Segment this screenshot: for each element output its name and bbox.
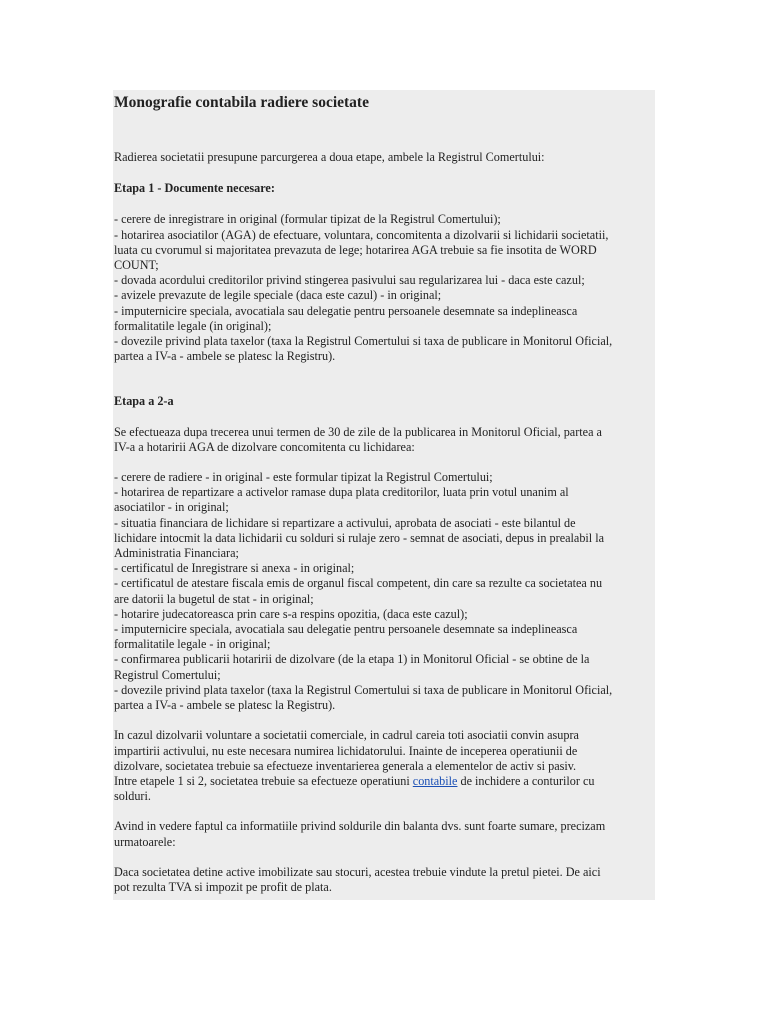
paragraph-line: Daca societatea detine active imobilizate sau stocuri, acestea trebuie vindute la pretul pietei. De aici: [114, 864, 601, 879]
list-line: asociatilor - in original;: [114, 500, 229, 515]
list-line: Registrul Comertului;: [114, 667, 221, 682]
list-line: - dovezile privind plata taxelor (taxa la Registrul Comertului si taxa de publicare in Monitorul Oficial,: [114, 682, 613, 697]
list-line: luata cu cvorumul si majoritatea prevazuta de lege; hotarirea AGA trebuie sa fie insotita de WORD: [114, 242, 597, 257]
list-line: - cerere de radiere - in original - este formular tipizat la Registrul Comertului;: [114, 470, 493, 485]
list-line: - imputernicire speciala, avocatiala sau delegatie pentru persoanele desemnate sa indeplineasca: [114, 622, 578, 637]
list-line: - cerere de inregistrare in original (formular tipizat de la Registrul Comertului);: [114, 212, 501, 227]
intre-etape-line: [114, 774, 655, 789]
list-line: partea a IV-a - ambele se platesc la Registru).: [114, 698, 336, 713]
document-title: Monografie contabila radiere societate: [114, 94, 369, 111]
paragraph-line: solduri.: [114, 789, 151, 804]
list-line: - hotarire judecatoreasca prin care s-a respins opozitia, (daca este cazul);: [114, 606, 468, 621]
list-line: formalitatile legale (in original);: [114, 318, 272, 333]
list-line: Administratia Financiara;: [114, 546, 239, 561]
document-page: [113, 90, 655, 900]
paragraph-line: pot rezulta TVA si impozit pe profit de plata.: [114, 879, 332, 894]
list-line: - certificatul de atestare fiscala emis de organul fiscal competent, din care sa rezulte ca societatea nu: [114, 576, 603, 591]
contabile-link[interactable]: contabile: [412, 773, 458, 788]
list-line: formalitatile legale - in original;: [114, 637, 271, 652]
list-line: - avizele prevazute de legile speciale (daca este cazul) - in original;: [114, 288, 442, 303]
paragraph-line: impartirii activului, nu este necesara numirea lichidatorului. Inainte de inceperea operatiunii de: [114, 743, 578, 758]
etapa1-list: [114, 212, 655, 364]
list-line: - situatia financiara de lichidare si repartizare a activului, aprobata de asociati - este bilantul de: [114, 515, 576, 530]
list-line: COUNT;: [114, 258, 159, 273]
list-line: - certificatul de Inregistrare si anexa - in original;: [114, 561, 355, 576]
intre-text-after: de inchidere a conturilor cu: [457, 773, 595, 788]
etapa2-paragraph: [114, 425, 655, 455]
paragraph-line: dizolvare, societatea trebuie sa efectueze inventarierea generala a elementelor de activ si pasiv.: [114, 758, 577, 773]
intro-paragraph: Radierea societatii presupune parcurgerea a doua etape, ambele la Registrul Comertului:: [114, 150, 545, 164]
etapa2-list: [114, 470, 655, 713]
etapa1-heading: Etapa 1 - Documente necesare:: [114, 181, 275, 196]
list-line: - dovada acordului creditorilor privind stingerea pasivului sau regularizarea lui - daca este cazul;: [114, 273, 585, 288]
paragraph-line: IV-a a hotaririi AGA de dizolvare concomitenta cu lichidarea:: [114, 439, 415, 454]
list-line: - hotarirea de repartizare a activelor ramase dupa plata creditorilor, luata prin votul unanim al: [114, 485, 569, 500]
intre-text-before: Intre etapele 1 si 2, societatea trebuie sa efectueze operatiuni: [114, 773, 413, 788]
list-line: - dovezile privind plata taxelor (taxa la Registrul Comertului si taxa de publicare in Monitorul Oficial,: [114, 334, 613, 349]
list-line: - confirmarea publicarii hotaririi de dizolvare (de la etapa 1) in Monitorul Oficial - se obtine de la: [114, 652, 590, 667]
paragraph-line: urmatoarele:: [114, 834, 176, 849]
etapa2-heading: Etapa a 2-a: [114, 394, 174, 409]
list-line: are datorii la bugetul de stat - in original;: [114, 591, 314, 606]
dizolvare-paragraph: [114, 728, 655, 804]
paragraph-line: Se efectueaza dupa trecerea unui termen de 30 de zile de la publicarea in Monitorul Oficial, partea a: [114, 424, 602, 439]
list-line: - imputernicire speciala, avocatiala sau delegatie pentru persoanele desemnate sa indeplineasca: [114, 303, 578, 318]
paragraph-line: In cazul dizolvarii voluntare a societatii comerciale, in cadrul careia toti asociatii convin asupra: [114, 728, 579, 743]
list-line: lichidare intocmit la data lichidarii cu solduri si rulaje zero - semnat de asociati, depus in prealabil la: [114, 530, 605, 545]
list-line: partea a IV-a - ambele se platesc la Registru).: [114, 349, 336, 364]
list-line: - hotarirea asociatilor (AGA) de efectuare, voluntara, concomitenta a dizolvarii si lichidarii societatii,: [114, 227, 609, 242]
paragraph-line: Avind in vedere faptul ca informatiile privind soldurile din balanta dvs. sunt foarte sumare, precizam: [114, 819, 606, 834]
avind-paragraph: [114, 819, 655, 849]
daca-paragraph: [114, 865, 655, 895]
